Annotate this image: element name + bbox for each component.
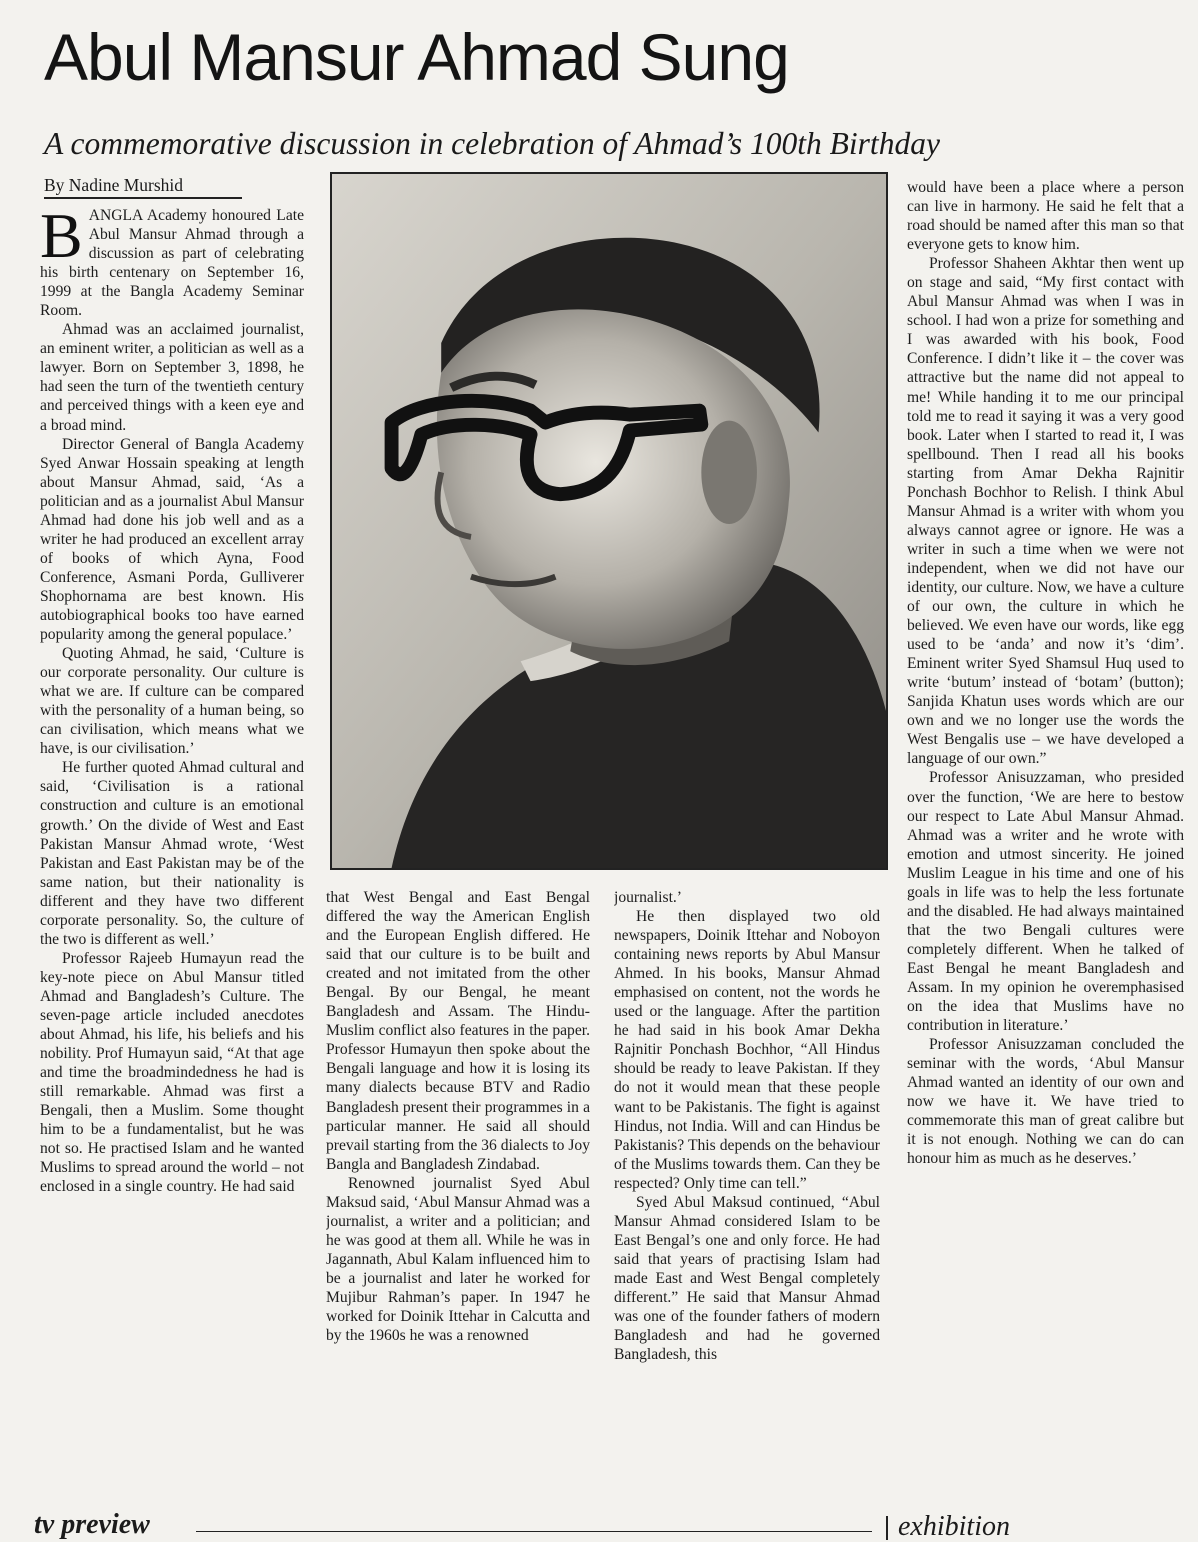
footer-section-label-left: tv preview <box>34 1509 150 1540</box>
drop-cap: B <box>40 206 83 271</box>
article-paragraph: Quoting Ahmad, he said, ‘Culture is our corporate personality. Our culture is what we are. If culture can be compared with the personality of a human being, so can civilisation, which means what we have, is our civilisation.’ <box>40 645 304 758</box>
article-column-3 <box>614 888 880 1502</box>
portrait-illustration <box>332 174 886 868</box>
article-paragraph: Professor Anisuzzaman concluded the seminar with the words, ‘Abul Mansur Ahmad wanted an identity of our own and now we have it. We have tried to commemorate this man of great calibre but it is not enough. Nothing we can do can honour him as much as he deserves.’ <box>907 1036 1184 1168</box>
article-paragraph: He further quoted Ahmad cultural and said, ‘Civilisation is a rational construction and culture is an emotional growth.’ On the divide of West and East Pakistan Mansur Ahmad wrote, ‘West Pakistan and East Pakistan may be of the same nation, but their nationality is different and they have two different corporate personality. So, the culture of the two is different as well.’ <box>40 759 304 948</box>
byline: By Nadine Murshid <box>44 174 242 199</box>
article-column-2 <box>326 888 590 1502</box>
article-paragraph: journalist.’ <box>614 889 682 906</box>
article-paragraph: would have been a place where a person can live in harmony. He said he felt that a road should be named after this man so that everyone gets to know him. <box>907 179 1184 254</box>
article-paragraph: Professor Rajeeb Humayun read the key-note piece on Abul Mansur titled Ahmad and Bangladesh’s Culture. The seven-page article included anecdotes about Ahmad, his life, his beliefs and his nobility. Prof Humayun said, “At that age and time the broadmindedness he had is still remarkable. Ahmad was first a Bengali, then a Muslim. Some thought him to be a fundamentalist, but he was not so. He practised Islam and he wanted Muslims to spread around the world – not enclosed in a single country. He had said <box>40 949 304 1196</box>
footer-separator <box>886 1516 888 1540</box>
article-paragraph: Renowned journalist Syed Abul Maksud said, ‘Abul Mansur Ahmad was a journalist, a writer and a politician; and he was good at them all. While he was in Jagannath, Abul Kalam influenced him to be a journalist and later he worked for Mujibur Rahman’s paper. In 1947 he worked for Doinik Ittehar in Calcutta and by the 1960s he was a renowned <box>326 1174 590 1345</box>
article-paragraph: Ahmad was an acclaimed journalist, an eminent writer, a politician as well as a lawyer. Born on September 3, 1898, he had seen the turn of the twentieth century and perceived things with a keen eye and a broad mind. <box>40 321 304 434</box>
article-paragraph: Director General of Bangla Academy Syed Anwar Hossain speaking at length about Mansur Ahmad, said, ‘As a politician and as a journalist Abul Mansur Ahmad had done his job well and as a writer he had produced an excellent array of books of which Ayna, Food Conference, Asmani Porda, Gulliverer Shophornama are best known. His autobiographical books too have earned popularity among the general populace.’ <box>40 435 304 644</box>
article-paragraph: Syed Abul Maksud continued, “Abul Mansur Ahmad considered Islam to be East Bengal’s one and only force. He had said that years of practising Islam had made East and West Bengal completely different.” He said that Mansur Ahmad was one of the founder fathers of modern Bangladesh and had he governed Bangladesh, this <box>614 1193 880 1364</box>
article-paragraph: BANGLA Academy honoured Late Abul Mansur Ahmad through a discussion as part of celebrating his birth centenary on September 16, 1999 at the Bangla Academy Seminar Room. <box>40 206 304 320</box>
article-paragraph: Professor Anisuzzaman, who presided over the function, ‘We are here to bestow our respect to Late Abul Mansur Ahmad. Ahmad was a writer and he wrote with emotion and utmost sincerity. He joined Muslim League in his time and one of his goals in life was to help the less fortunate and the disabled. He had always maintained that the two Bengali cultures were completely different. When he talked of East Bengal he meant Bangladesh and Assam. In my opinion he overemphasised on the idea that Muslims have no contribution in literature.’ <box>907 769 1184 1035</box>
footer-section-label-right: exhibition <box>898 1511 1010 1542</box>
article-column-4 <box>907 178 1184 1502</box>
subheadline: A commemorative discussion in celebration of Ahmad’s 100th Birthday <box>44 126 940 161</box>
portrait-photo <box>330 172 888 870</box>
article-paragraph: that West Bengal and East Bengal differed the way the American English and the European English differed. He said that our culture is to be built and created and not imitated from the other Bengal. By our Bengal, he meant Bangladesh and Assam. The Hindu-Muslim conflict also features in the paper. Professor Humayun then spoke about the Bengali language and how it is losing its many dialects because BTV and Radio Bangladesh present their programmes in a particular manner. He said all should prevail starting from the 36 dialects to Joy Bangla and Bangladesh Zindabad. <box>326 889 590 1173</box>
article-paragraph: He then displayed two old newspapers, Doinik Ittehar and Noboyon containing news reports by Abul Mansur Ahmed. In his books, Mansur Ahmad emphasised on content, not the words he used or the language. After the partition he had said in his book Amar Dekha Rajnitir Ponchash Bochhor, “All Hindus should be ready to leave Pakistan. If they do not it would mean that these people want to be Pakistanis. The fight is against Hindus, not India. Will and can Hindus be Pakistanis? This depends on the behaviour of the Muslims towards them. Can they be respected? Only time can tell.” <box>614 908 880 1192</box>
article-paragraph: Professor Shaheen Akhtar then went up on stage and said, “My first contact with Abul Mansur Ahmad was when I was in school. I had won a prize for something and I was awarded with his book, Food Conference. I didn’t like it – the cover was attractive but the name did not appeal to me! While handing it to me our principal told me to read it saying it was a very good book. Later when I started to read it, I was spellbound. Then I read all his books starting from Amar Dekha Rajnitir Ponchash Bochhor to Relish. I think Abul Mansur Ahmad is a writer with whom you always cannot agree or ignore. He was a writer in such a time when we were not independent, when we did not have our identity, our culture. Now, we have a culture of our own, the culture in which he believed. We even have our words, like egg used to be ‘anda’ and now it’s ‘dim’. Eminent writer Syed Shamsul Huq used to write ‘butum’ instead of ‘botam’ (button); Sanjida Khatun uses words which are our own and we no longer use the words the West Bengalis use – we have developed a language of our own.” <box>907 255 1184 768</box>
headline: Abul Mansur Ahmad Sung <box>44 20 789 94</box>
footer-divider <box>196 1531 872 1532</box>
article-column-1 <box>40 206 304 1502</box>
